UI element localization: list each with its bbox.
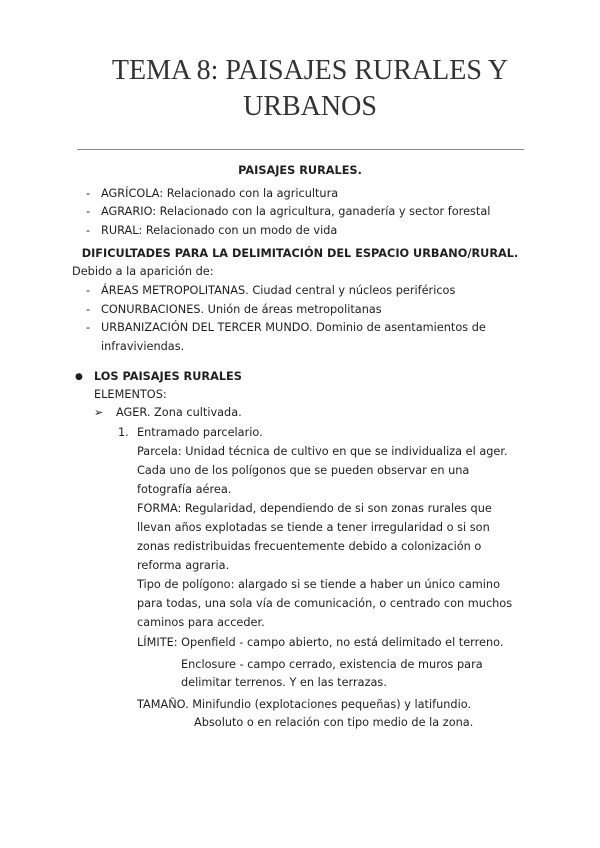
parcel-framework-title: Entramado parcelario. <box>137 426 263 439</box>
rural-landscapes-bullet-heading: LOS PAISAJES RURALES <box>94 370 242 383</box>
dash-marker: - <box>86 284 91 297</box>
parcela-line-1: Parcela: Unidad técnica de cultivo en que se individualiza el ager. <box>137 445 508 458</box>
absoluto-line: Absoluto o en relación con tipo medio de la zona. <box>194 716 474 729</box>
forma-line-3: zonas redistribuidas frecuentemente debido a colonización o <box>137 540 482 553</box>
dash-marker: - <box>86 321 91 334</box>
item-number: 1. <box>118 426 129 439</box>
arrowhead-icon: ➢ <box>94 406 104 419</box>
elements-label: ELEMENTOS: <box>94 388 167 401</box>
rural-landscapes-heading: PAISAJES RURALES. <box>238 164 362 177</box>
bullet-icon: ● <box>75 372 83 382</box>
difficulty-metropolitan-areas: ÁREAS METROPOLITANAS. Ciudad central y núcleos periféricos <box>101 284 456 297</box>
dash-marker: - <box>86 224 91 237</box>
forma-line-4: reforma agraria. <box>137 559 230 572</box>
tamano-line: TAMAÑO. Minifundio (explotaciones pequeñas) y latifundio. <box>137 698 472 711</box>
limite-line: LÍMITE: Openfield - campo abierto, no está delimitado el terreno. <box>137 636 504 649</box>
forma-line-2: llevan años explotadas se tiende a tener irregularidad o si son <box>137 521 490 534</box>
dash-marker: - <box>86 187 91 200</box>
enclosure-line-2: delimitar terrenos. Y en las terrazas. <box>181 676 387 689</box>
difficulty-third-world-line2: infraviviendas. <box>101 340 185 353</box>
enclosure-line-1: Enclosure - campo cerrado, existencia de muros para <box>181 658 483 671</box>
difficulties-heading: DIFICULTADES PARA LA DELIMITACIÓN DEL ESPACIO URBANO/RURAL. <box>81 247 519 260</box>
definition-agrario: AGRARIO: Relacionado con la agricultura, ganadería y sector forestal <box>101 205 491 218</box>
title-divider <box>77 149 524 150</box>
difficulties-intro: Debido a la aparición de: <box>72 265 214 278</box>
tipo-line-1: Tipo de polígono: alargado si se tiende a haber un único camino <box>137 578 501 591</box>
definition-rural: RURAL: Relacionado con un modo de vida <box>101 224 338 237</box>
ager-item: AGER. Zona cultivada. <box>116 406 242 419</box>
tipo-line-2: para todas, una sola vía de comunicación, o centrado con muchos <box>137 597 513 610</box>
parcela-line-2: Cada uno de los polígonos que se pueden observar en una <box>137 464 470 477</box>
document-title: TEMA 8: PAISAJES RURALES Y URBANOS <box>111 55 509 122</box>
dash-marker: - <box>86 303 91 316</box>
definition-agricola: AGRÍCOLA: Relacionado con la agricultura <box>101 187 339 200</box>
forma-line-1: FORMA: Regularidad, dependiendo de si son zonas rurales que <box>137 502 492 515</box>
difficulty-third-world-line1: URBANIZACIÓN DEL TERCER MUNDO. Dominio de asentamientos de <box>101 321 486 334</box>
parcela-line-3: fotografía aérea. <box>137 483 232 496</box>
tipo-line-3: caminos para acceder. <box>137 616 265 629</box>
difficulty-conurbations: CONURBACIONES. Unión de áreas metropolitanas <box>101 303 382 316</box>
dash-marker: - <box>86 205 91 218</box>
